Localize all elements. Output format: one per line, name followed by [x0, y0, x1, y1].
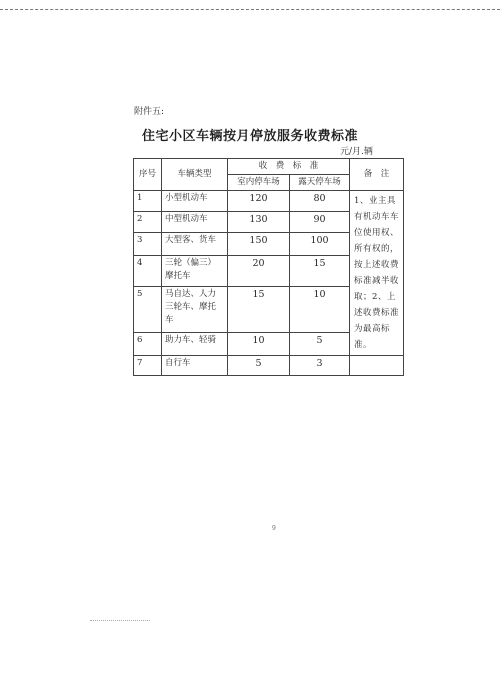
row-index: 3 — [134, 232, 162, 255]
row-indoor-fee: 5 — [228, 356, 290, 376]
table-header-row — [134, 159, 404, 175]
row-index: 2 — [134, 211, 162, 232]
row-index: 1 — [134, 191, 162, 212]
row-vehicle-type: 小型机动车 — [162, 191, 228, 212]
row-index: 7 — [134, 356, 162, 376]
table-row — [134, 356, 404, 376]
row-vehicle-type: 马自达、人力三轮车、摩托车 — [162, 287, 228, 333]
row-indoor-fee: 130 — [228, 211, 290, 232]
header-fee-standard: 收 费 标 准 — [228, 159, 350, 175]
top-border-line — [0, 9, 500, 10]
row-index: 5 — [134, 287, 162, 333]
row-vehicle-type: 自行车 — [162, 356, 228, 376]
row-vehicle-type: 三轮（偏三）摩托车 — [162, 255, 228, 286]
row-indoor-fee: 150 — [228, 232, 290, 255]
unit-label: 元/月.辆 — [340, 147, 373, 157]
row-outdoor-fee: 15 — [290, 255, 350, 286]
row-indoor-fee: 120 — [228, 191, 290, 212]
header-remarks: 备 注 — [350, 159, 404, 191]
header-indoor: 室内停车场 — [228, 175, 290, 191]
row-outdoor-fee: 5 — [290, 332, 350, 355]
scan-mark — [90, 620, 150, 621]
row-outdoor-fee: 80 — [290, 191, 350, 212]
row-vehicle-type: 大型客、货车 — [162, 232, 228, 255]
attachment-label: 附件五: — [134, 107, 165, 117]
row-index: 4 — [134, 255, 162, 286]
row-outdoor-fee: 3 — [290, 356, 350, 376]
row-outdoor-fee: 10 — [290, 287, 350, 333]
row-index: 6 — [134, 332, 162, 355]
table-row — [134, 191, 404, 212]
row-vehicle-type: 助力车、轻骑 — [162, 332, 228, 355]
row-outdoor-fee: 90 — [290, 211, 350, 232]
page-number: 9 — [272, 525, 276, 532]
row-indoor-fee: 20 — [228, 255, 290, 286]
document-title: 住宅小区车辆按月停放服务收费标准 — [141, 129, 358, 144]
remarks-cell: 1、业主具有机动车车位使用权、所有权的，按上述收费标准减半收取；2、上述收费标准为最高标准。 — [350, 191, 404, 356]
row-indoor-fee: 10 — [228, 332, 290, 355]
header-outdoor: 露天停车场 — [290, 175, 350, 191]
row-indoor-fee: 15 — [228, 287, 290, 333]
fee-table — [133, 158, 404, 376]
header-index: 序号 — [134, 159, 162, 191]
row-vehicle-type: 中型机动车 — [162, 211, 228, 232]
header-vehicle-type: 车辆类型 — [162, 159, 228, 191]
row-outdoor-fee: 100 — [290, 232, 350, 255]
remarks-empty-cell — [350, 356, 404, 376]
